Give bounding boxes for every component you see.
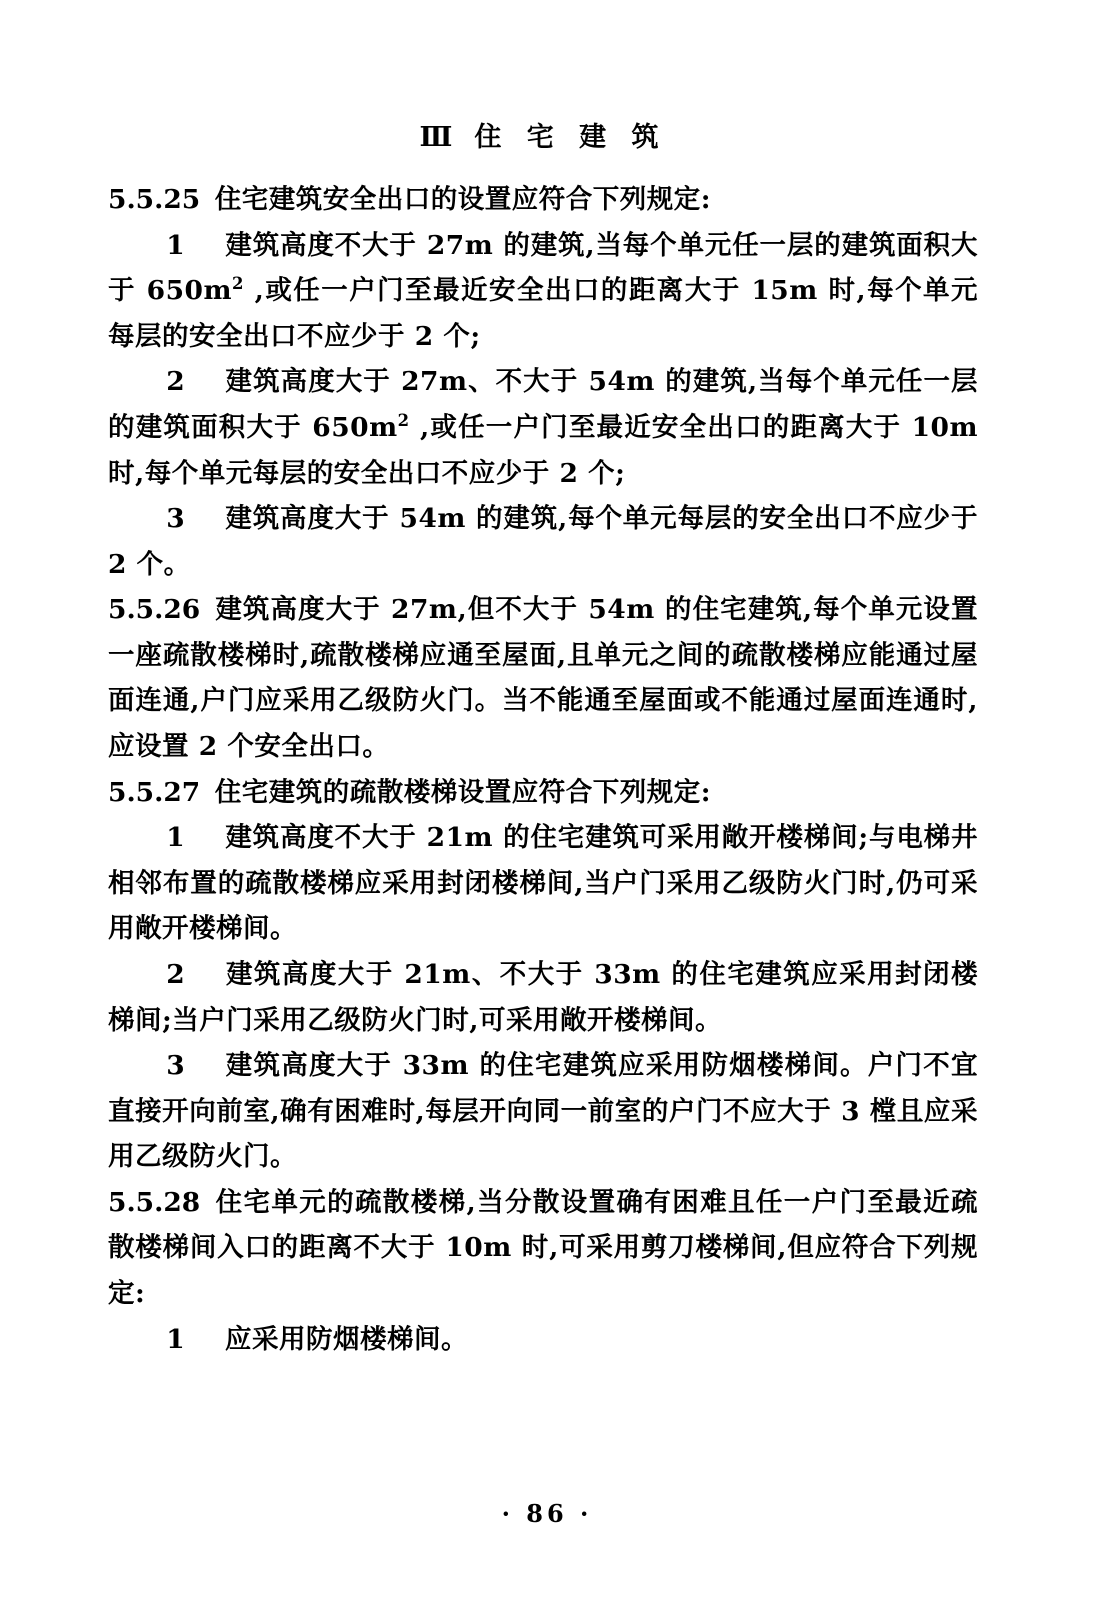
clause-text: 住宅建筑安全出口的设置应符合下列规定: (214, 184, 712, 216)
item-number: 1 (166, 822, 186, 854)
clause-5-5-28 (108, 1180, 978, 1317)
clause-5-5-26 (108, 587, 978, 769)
clause-text: 建筑高度大于 27m,但不大于 54m 的住宅建筑,每个单元设置一座疏散楼梯时,疏散楼梯应通至屋面,且单元之间的疏散楼梯应能通过屋面连通,户门应采用乙级防火门。当不能通至屋面或不能通过屋面连通时,应设置 2 个安全出口。 (108, 594, 978, 763)
clause-number: 5.5.26 (108, 594, 201, 626)
item-number: 2 (166, 958, 186, 990)
clause-text: 住宅单元的疏散楼梯,当分散设置确有困难且任一户门至最近疏散楼梯间入口的距离不大于 10m 时,可采用剪刀楼梯间,但应符合下列规定: (108, 1186, 978, 1309)
item-number: 3 (166, 503, 186, 535)
clause-5-5-28-item-1 (108, 1317, 978, 1363)
item-text: 建筑高度不大于 21m 的住宅建筑可采用敞开楼梯间;与电梯井相邻布置的疏散楼梯应采用封闭楼梯间,当户门采用乙级防火门时,仍可采用敞开楼梯间。 (108, 822, 978, 945)
clause-5-5-25-item-3 (108, 496, 978, 587)
clause-number: 5.5.28 (108, 1186, 201, 1218)
clause-5-5-27-item-1 (108, 815, 978, 952)
item-text: 建筑高度大于 27m、不大于 54m 的建筑,当每个单元任一层的建筑面积大于 $650m^2$ ,或任一户门至最近安全出口的距离大于 10m 时,每个单元每层的安全出口不应少于 2 个; (108, 366, 978, 489)
clause-5-5-25-item-2 (108, 359, 978, 496)
clause-5-5-27-item-2 (108, 952, 978, 1043)
clause-number: 5.5.25 (108, 184, 201, 216)
item-number: 3 (166, 1050, 186, 1082)
section-numeral: Ⅲ (419, 122, 475, 153)
clause-number: 5.5.27 (108, 776, 201, 808)
clause-5-5-25-item-1 (108, 223, 978, 360)
item-text: 建筑高度大于 54m 的建筑,每个单元每层的安全出口不应少于 2 个。 (108, 503, 978, 580)
section-heading (108, 120, 978, 155)
clause-5-5-25 (108, 177, 978, 223)
item-number: 1 (166, 229, 186, 261)
clause-text: 住宅建筑的疏散楼梯设置应符合下列规定: (214, 776, 712, 808)
clause-5-5-27 (108, 770, 978, 816)
item-text: 建筑高度大于 33m 的住宅建筑应采用防烟楼梯间。户门不宜直接开向前室,确有困难时,每层开向同一前室的户门不应大于 3 樘且应采用乙级防火门。 (108, 1050, 978, 1173)
clause-5-5-27-item-3 (108, 1043, 978, 1180)
item-text: 建筑高度大于 21m、不大于 33m 的住宅建筑应采用封闭楼梯间;当户门采用乙级防火门时,可采用敞开楼梯间。 (108, 958, 978, 1036)
section-title: 住 宅 建 筑 (474, 122, 667, 153)
page-content (108, 120, 978, 1362)
item-number: 1 (166, 1323, 186, 1355)
item-text: 应采用防烟楼梯间。 (225, 1323, 468, 1355)
item-text: 建筑高度不大于 27m 的建筑,当每个单元任一层的建筑面积大于 $650m^2$ ,或任一户门至最近安全出口的距离大于 15m 时,每个单元每层的安全出口不应少于 2 个; (108, 229, 978, 352)
page-number: · 86 · (501, 1499, 593, 1528)
item-number: 2 (166, 366, 186, 398)
